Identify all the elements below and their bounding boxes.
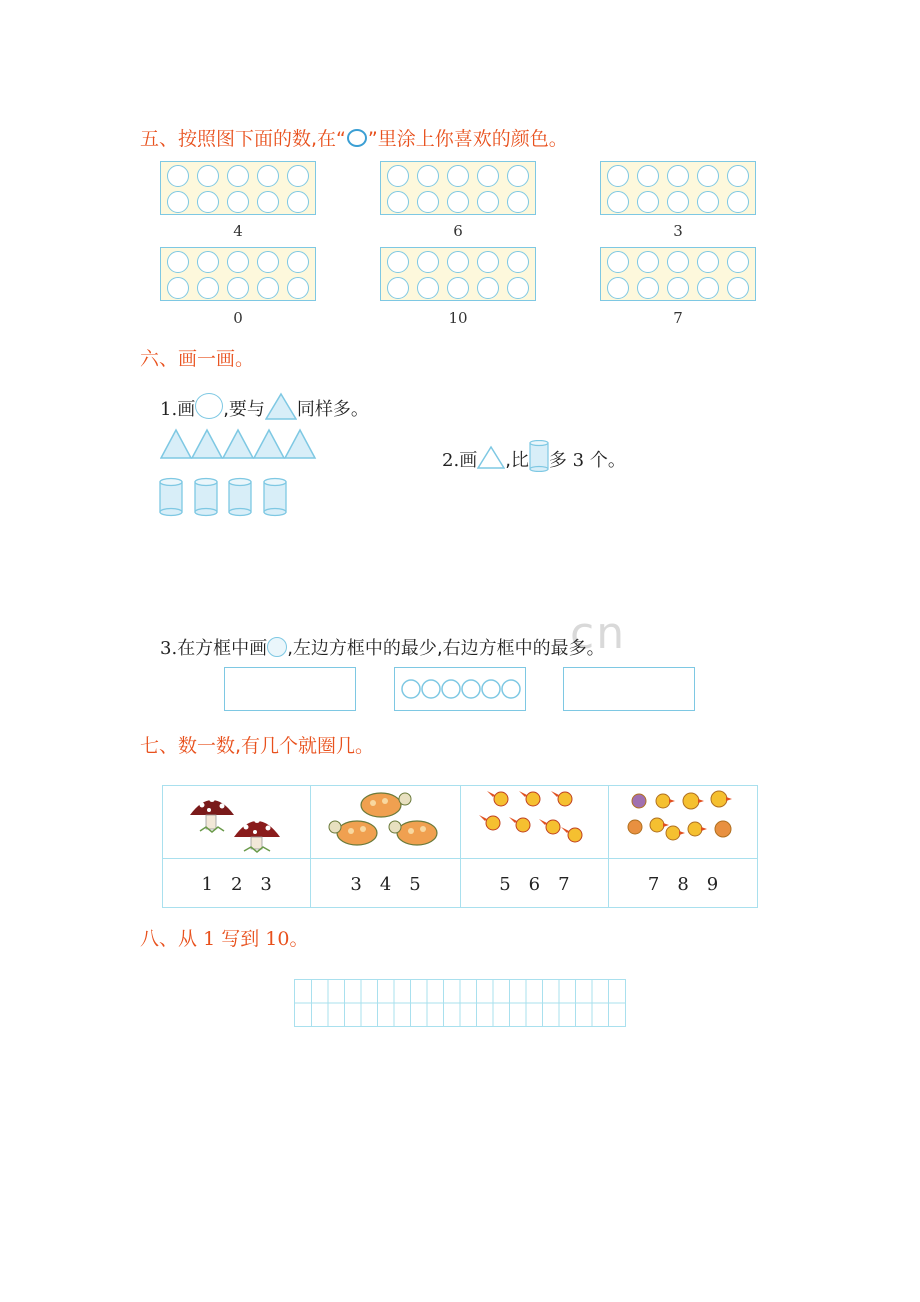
answer-box-middle: [394, 667, 526, 711]
cylinder-icon: [195, 479, 217, 516]
mushroom-icon: [182, 787, 292, 853]
circle-slot[interactable]: [607, 251, 629, 273]
circle-slot[interactable]: [197, 191, 219, 213]
circle-slot[interactable]: [727, 277, 749, 299]
cylinder-row: [158, 477, 292, 517]
section8-heading-part3: 。: [289, 928, 309, 950]
circle-slot[interactable]: [637, 251, 659, 273]
cylinder-icon: [160, 479, 182, 516]
section6-heading: 六、画一画。: [140, 348, 255, 370]
picture-row: [163, 786, 758, 859]
options-cell-1: [163, 859, 311, 908]
circle-slot[interactable]: [447, 251, 469, 273]
circle-slot[interactable]: [667, 191, 689, 213]
circle-slot[interactable]: [167, 165, 189, 187]
options-cell-2: [311, 859, 460, 908]
circle-slot[interactable]: [417, 165, 439, 187]
section8-heading-part2: 写到: [221, 928, 260, 950]
ten-frame-6: [600, 247, 756, 301]
circle-slot[interactable]: [257, 251, 279, 273]
circle-icon: [462, 680, 480, 698]
circle-slot[interactable]: [697, 277, 719, 299]
frame-label-3: 3: [673, 222, 683, 240]
answer-box-left[interactable]: [224, 667, 356, 711]
writing-grid[interactable]: [294, 979, 626, 1027]
q2-text-c: 多: [548, 450, 567, 471]
picture-cell-mushrooms: [163, 786, 311, 859]
frame-label-6: 7: [673, 309, 683, 327]
q1-text-b: ,要与: [223, 399, 265, 420]
q2-text-d: 个。: [589, 450, 626, 471]
circle-slot[interactable]: [477, 251, 499, 273]
options-cell-3: [460, 859, 608, 908]
q1-text-a: 画: [177, 399, 196, 420]
circle-slot[interactable]: [477, 277, 499, 299]
q2-text-a: 画: [459, 450, 478, 471]
circle-slot[interactable]: [387, 277, 409, 299]
q1-number: 1.: [160, 399, 178, 420]
circle-slot[interactable]: [227, 191, 249, 213]
triangle-row: [160, 428, 322, 460]
chick-icon: [623, 787, 743, 853]
section5-heading-part2: ”里涂上你喜欢的颜色。: [367, 128, 568, 150]
ten-frame-2: [380, 161, 536, 215]
question-2: [442, 440, 626, 472]
circle-slot[interactable]: [417, 251, 439, 273]
picture-cell-chicks: [609, 786, 758, 859]
circle-icon: [267, 637, 287, 657]
circle-slot[interactable]: [507, 251, 529, 273]
circle-slot[interactable]: [607, 191, 629, 213]
circle-slot[interactable]: [227, 251, 249, 273]
options-row: [163, 859, 758, 908]
q3-number: 3.: [160, 638, 178, 659]
circle-slot[interactable]: [227, 277, 249, 299]
circle-slot[interactable]: [607, 165, 629, 187]
ten-frame-5: [380, 247, 536, 301]
circle-slot[interactable]: [287, 165, 309, 187]
triangle-icon: [265, 392, 297, 420]
ten-frame-4: [160, 247, 316, 301]
options-1[interactable]: 1 2 3: [201, 874, 272, 895]
circle-slot[interactable]: [257, 277, 279, 299]
q2-count: 3: [572, 450, 585, 471]
triangle-icon: [254, 430, 284, 458]
section8-from: 1: [203, 928, 216, 950]
circle-slot[interactable]: [667, 165, 689, 187]
cylinder-icon: [229, 479, 251, 516]
circle-icon: [402, 680, 420, 698]
circle-slot[interactable]: [637, 277, 659, 299]
watermark: cn: [570, 608, 627, 659]
circle-slot[interactable]: [417, 277, 439, 299]
answer-box-right[interactable]: [563, 667, 695, 711]
frame-label-2: 6: [453, 222, 463, 240]
circle-icon: [195, 393, 223, 419]
q3-text-a: 在方框中画: [177, 638, 268, 659]
circle-slot[interactable]: [257, 191, 279, 213]
circle-slot[interactable]: [447, 165, 469, 187]
section8-heading: [140, 924, 308, 951]
circle-slot[interactable]: [167, 191, 189, 213]
section8-to: 10: [265, 928, 290, 950]
options-cell-4: [609, 859, 758, 908]
circle-slot[interactable]: [477, 165, 499, 187]
circle-slot[interactable]: [637, 165, 659, 187]
options-4[interactable]: 7 8 9: [647, 874, 719, 895]
circle-slot[interactable]: [697, 251, 719, 273]
circle-slot[interactable]: [287, 191, 309, 213]
ten-frame-1: [160, 161, 316, 215]
circle-slot[interactable]: [477, 191, 499, 213]
circle-slot[interactable]: [507, 165, 529, 187]
circle-slot[interactable]: [387, 191, 409, 213]
frame-label-1: 4: [233, 222, 243, 240]
q1-text-c: 同样多。: [296, 399, 369, 420]
options-2[interactable]: 3 4 5: [350, 874, 421, 895]
circle-slot[interactable]: [727, 191, 749, 213]
triangle-icon: [223, 430, 253, 458]
circle-row: [397, 669, 525, 709]
frame-label-5: 10: [448, 309, 468, 327]
section8-heading-part1: 八、从: [140, 928, 198, 950]
section7-heading: 七、数一数,有几个就圈几。: [140, 735, 375, 757]
circle-icon: [422, 680, 440, 698]
q3-text-b: ,左边方框中的最少,右边方框中的最多。: [287, 638, 605, 659]
circle-slot[interactable]: [697, 165, 719, 187]
circle-slot[interactable]: [287, 251, 309, 273]
circle-slot[interactable]: [727, 251, 749, 273]
circle-icon: [502, 680, 520, 698]
circle-slot[interactable]: [447, 277, 469, 299]
circle-slot[interactable]: [727, 165, 749, 187]
q2-text-b: ,比: [505, 450, 529, 471]
circle-icon: [347, 129, 367, 147]
circle-slot[interactable]: [607, 277, 629, 299]
picture-cell-birds: [460, 786, 608, 859]
frame-label-4: 0: [233, 309, 243, 327]
section5-heading: [140, 124, 568, 151]
picture-cell-turtles: [311, 786, 460, 859]
cylinder-icon: [264, 479, 286, 516]
circle-slot[interactable]: [387, 251, 409, 273]
circle-slot[interactable]: [257, 165, 279, 187]
circle-slot[interactable]: [507, 191, 529, 213]
count-table: [162, 785, 758, 908]
writing-grid-lines: [295, 980, 625, 1026]
circle-slot[interactable]: [507, 277, 529, 299]
question-1: [160, 392, 369, 421]
circle-slot[interactable]: [197, 165, 219, 187]
triangle-icon: [477, 445, 505, 469]
triangle-icon: [285, 430, 315, 458]
circle-slot[interactable]: [197, 251, 219, 273]
circle-slot[interactable]: [637, 191, 659, 213]
circle-slot[interactable]: [417, 191, 439, 213]
question-3: [160, 634, 605, 660]
circle-slot[interactable]: [667, 251, 689, 273]
circle-slot[interactable]: [667, 277, 689, 299]
section5-heading-part1: 五、按照图下面的数,在“: [140, 128, 346, 150]
circle-slot[interactable]: [227, 165, 249, 187]
circle-slot[interactable]: [447, 191, 469, 213]
circle-slot[interactable]: [167, 251, 189, 273]
circle-slot[interactable]: [167, 277, 189, 299]
bird-icon: [479, 787, 589, 853]
circle-icon: [482, 680, 500, 698]
cylinder-icon: [529, 440, 549, 472]
circle-slot[interactable]: [387, 165, 409, 187]
options-3[interactable]: 5 6 7: [499, 874, 570, 895]
circle-slot[interactable]: [197, 277, 219, 299]
circle-slot[interactable]: [697, 191, 719, 213]
ten-frame-3: [600, 161, 756, 215]
turtle-icon: [321, 787, 451, 853]
q2-number: 2.: [442, 450, 460, 471]
triangle-icon: [192, 430, 222, 458]
circle-icon: [442, 680, 460, 698]
triangle-icon: [161, 430, 191, 458]
circle-slot[interactable]: [287, 277, 309, 299]
